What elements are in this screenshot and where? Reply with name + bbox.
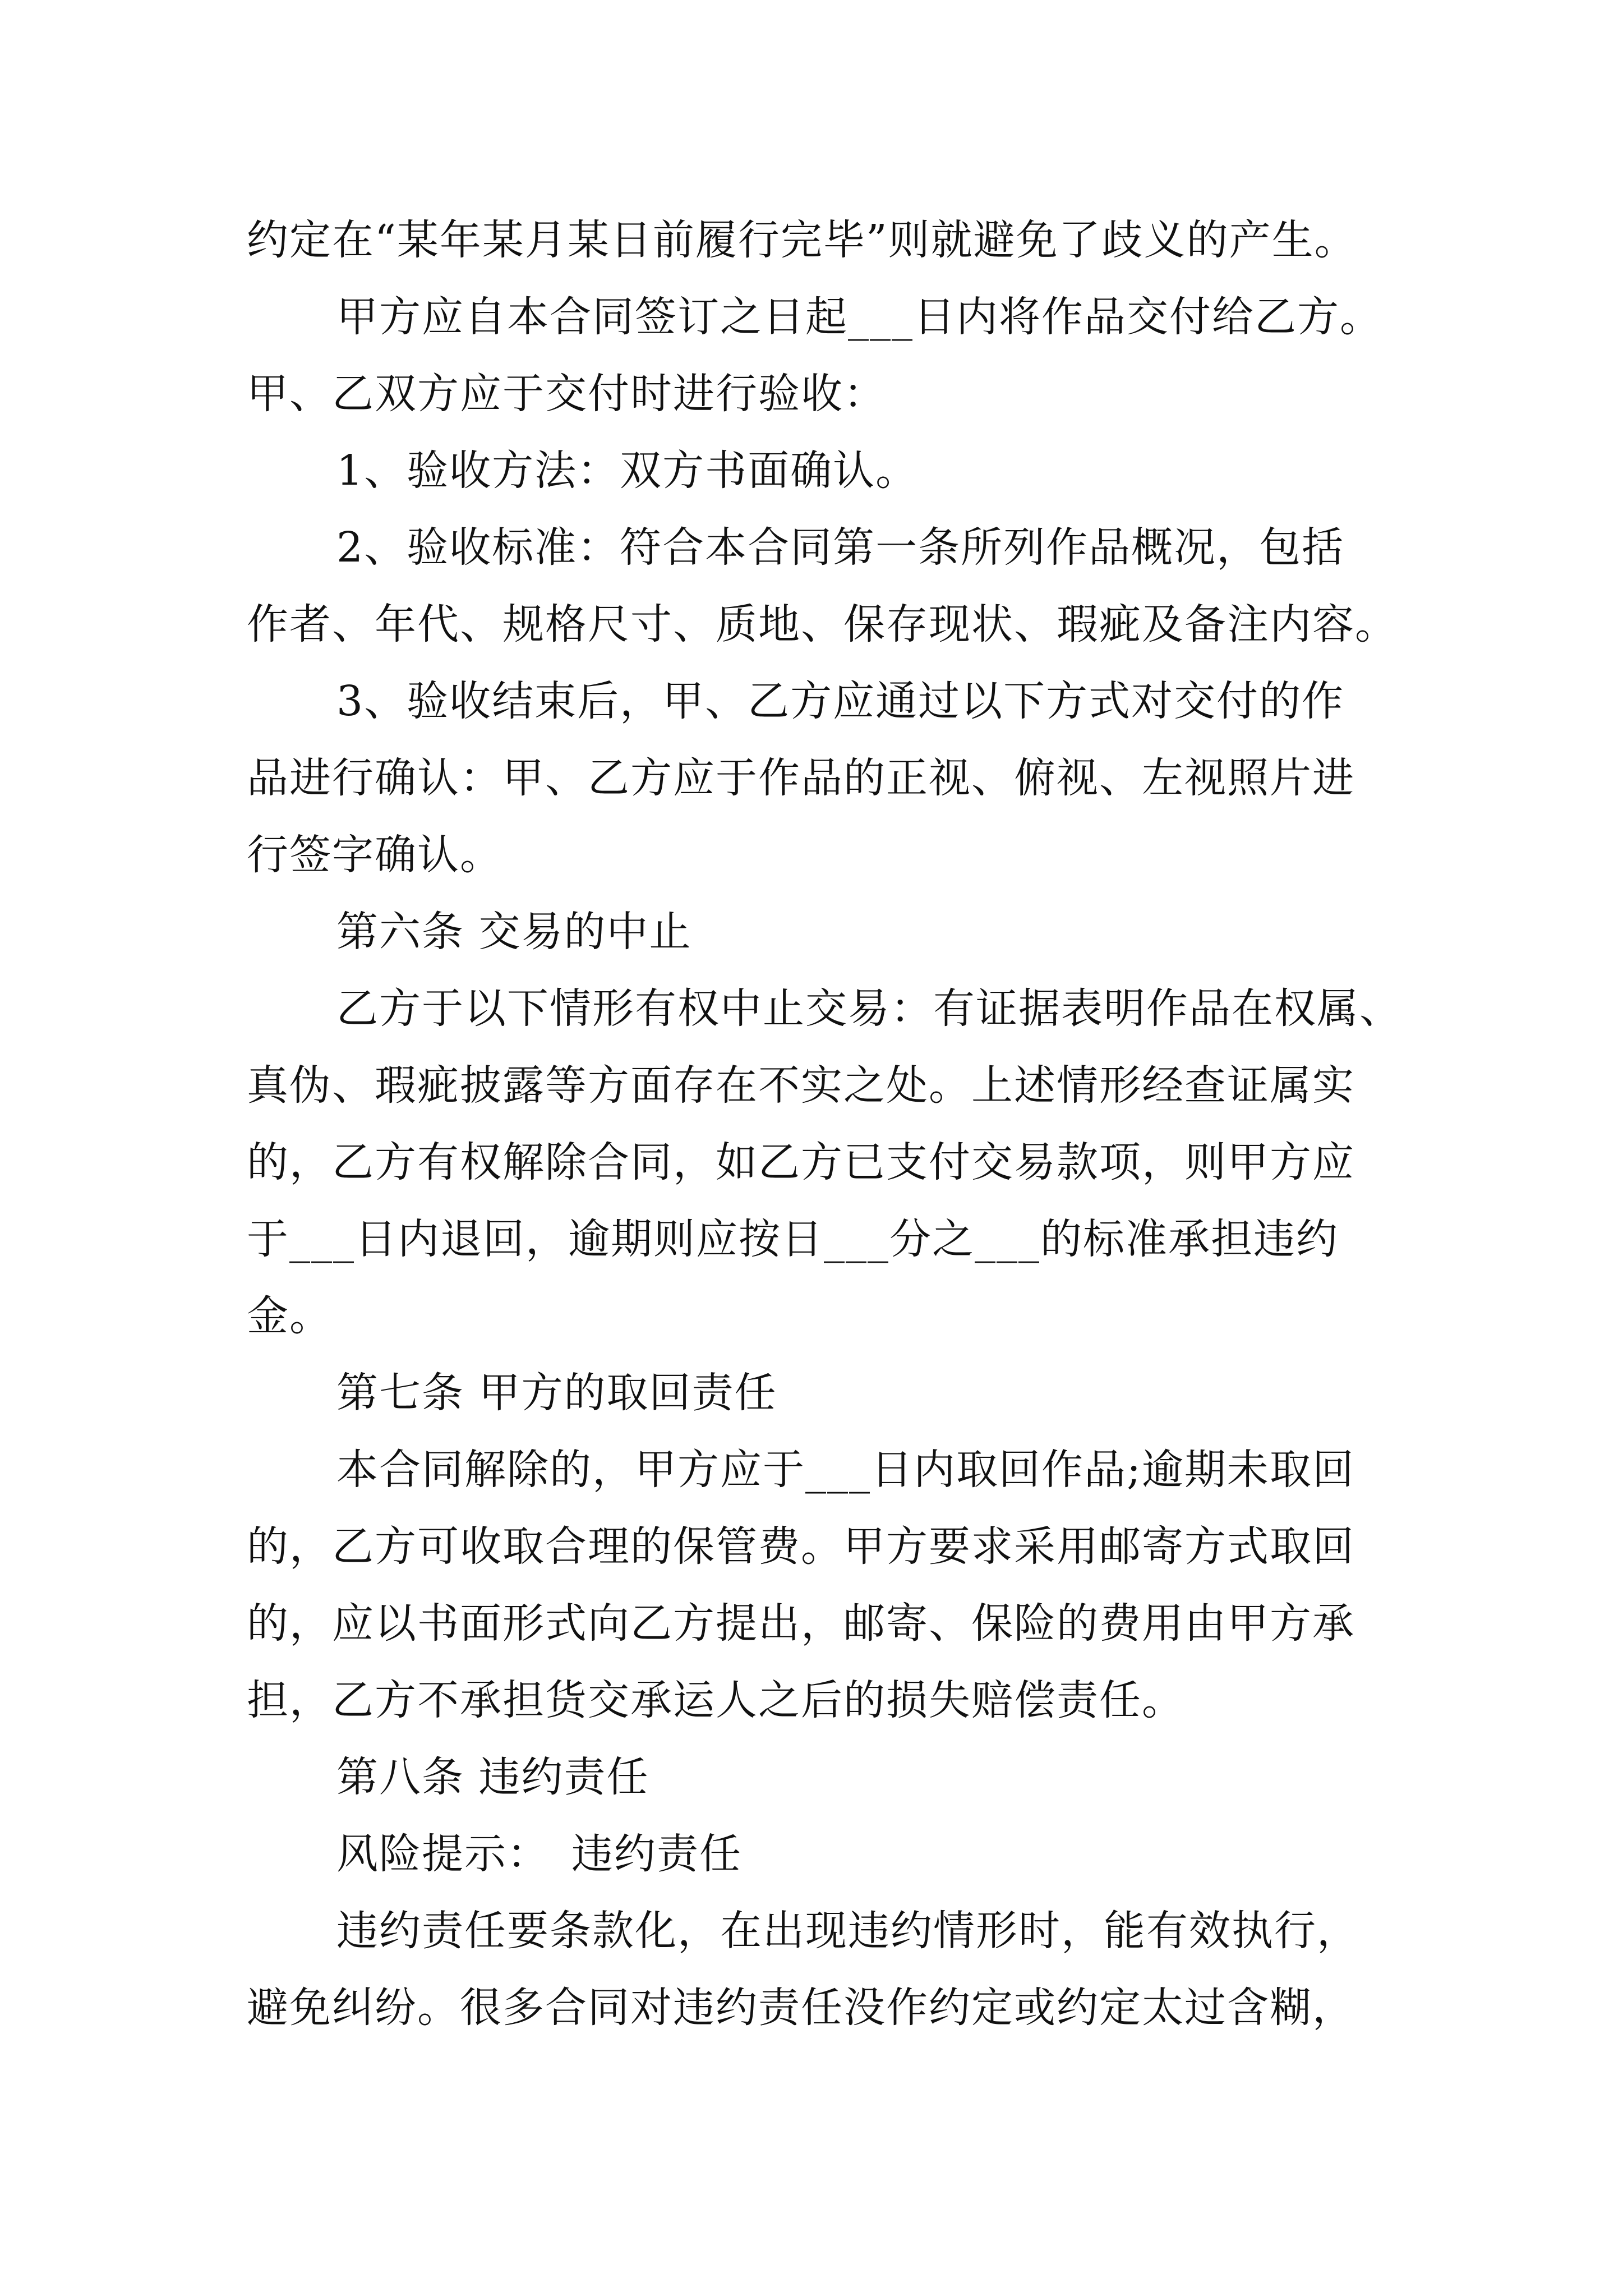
text-line: 作者、年代、规格尺寸、质地、保存现状、瑕疵及备注内容。 bbox=[247, 600, 1398, 648]
text-line: 甲、乙双方应于交付时进行验收： bbox=[247, 370, 886, 418]
text-line: 行签字确认。 bbox=[247, 831, 502, 879]
text-line: 的，乙方可收取合理的保管费。甲方要求采用邮寄方式取回 bbox=[247, 1522, 1355, 1571]
text-line: 2、验收标准：符合本合同第一条所列作品概况，包括 bbox=[336, 523, 1345, 572]
text-line: 本合同解除的，甲方应于___日内取回作品;逾期未取回 bbox=[336, 1446, 1355, 1494]
text-line: 第六条 交易的中止 bbox=[336, 908, 692, 956]
text-line: 品进行确认：甲、乙方应于作品的正视、俯视、左视照片进 bbox=[247, 754, 1355, 802]
text-line: 的，乙方有权解除合同，如乙方已支付交易款项，则甲方应 bbox=[247, 1138, 1355, 1186]
text-line: 第八条 违约责任 bbox=[336, 1753, 649, 1801]
text-line: 于___日内退回，逾期则应按日___分之___的标准承担违约 bbox=[247, 1215, 1339, 1263]
text-line: 的，应以书面形式向乙方提出，邮寄、保险的费用由甲方承 bbox=[247, 1599, 1355, 1648]
text-line: 第七条 甲方的取回责任 bbox=[336, 1369, 777, 1417]
text-line: 乙方于以下情形有权中止交易：有证据表明作品在权属、 bbox=[336, 984, 1402, 1033]
text-line: 1、验收方法：双方书面确认。 bbox=[336, 447, 919, 495]
text-line: 风险提示： 违约责任 bbox=[336, 1830, 742, 1878]
document-body bbox=[247, 202, 1402, 2046]
text-line: 甲方应自本合同签订之日起___日内将作品交付给乙方。 bbox=[336, 293, 1382, 341]
text-line: 约定在“某年某月某日前履行完毕”则就避免了歧义的产生。 bbox=[247, 216, 1357, 264]
text-line: 真伪、瑕疵披露等方面存在不实之处。上述情形经查证属实 bbox=[247, 1061, 1355, 1110]
text-line: 担，乙方不承担货交承运人之后的损失赔偿责任。 bbox=[247, 1676, 1184, 1724]
text-line: 违约责任要条款化，在出现违约情形时，能有效执行， bbox=[336, 1907, 1359, 1955]
text-line: 避免纠纷。很多合同对违约责任没作约定或约定太过含糊， bbox=[247, 1984, 1355, 2032]
text-line: 金。 bbox=[247, 1292, 332, 1340]
text-line: 3、验收结束后，甲、乙方应通过以下方式对交付的作 bbox=[336, 677, 1345, 725]
